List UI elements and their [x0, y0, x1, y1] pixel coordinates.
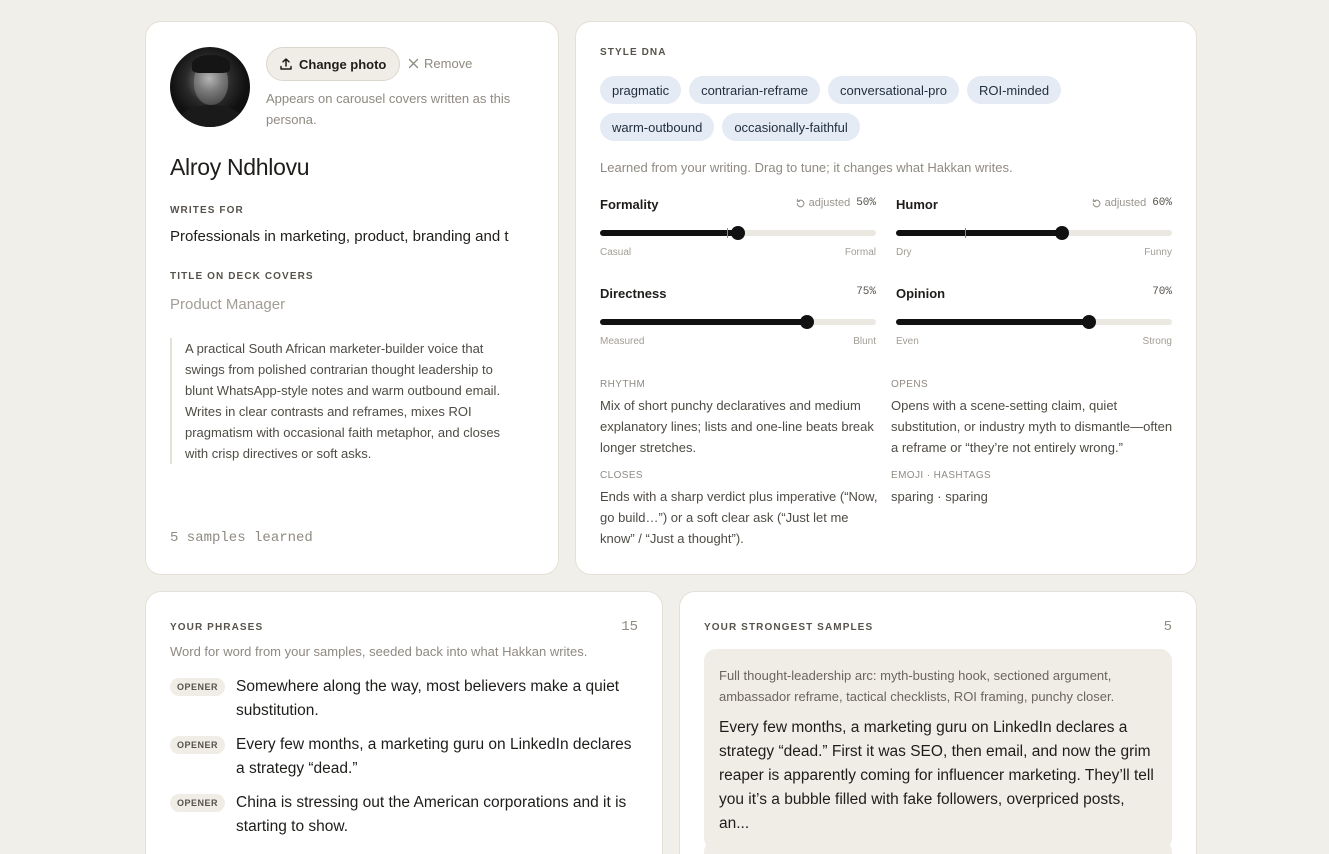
remove-photo-label: Remove: [424, 56, 473, 71]
slider-directness: [600, 286, 876, 356]
strongest-samples-card: [679, 591, 1197, 854]
your-phrases-label: YOUR PHRASES: [170, 622, 264, 633]
writes-for-input[interactable]: Professionals in marketing, product, branding and t: [170, 228, 509, 245]
humor-slider-track[interactable]: [896, 230, 1172, 236]
trait-text: Ends with a sharp verdict plus imperative (“Now, go build…”) or a soft clear ask (“Just let me know” / “Just a thought”).: [600, 489, 878, 546]
phrase-list: [170, 675, 640, 849]
style-chips: [600, 76, 1120, 141]
slider-title: Directness: [600, 286, 667, 301]
writes-for-label: WRITES FOR: [170, 205, 244, 216]
trait-label: EMOJI · HASHTAGS: [891, 470, 992, 481]
slider-value: 75%: [856, 286, 876, 298]
slider-humor: [896, 197, 1172, 267]
slider-high-label: Funny: [1144, 247, 1172, 258]
directness-slider-track[interactable]: [600, 319, 876, 325]
style-chip[interactable]: warm-outbound: [600, 113, 714, 141]
trait-text: Opens with a scene-setting claim, quiet substitution, or industry myth to dismantle—often a reframe or “they’re not entirely wrong.”: [891, 398, 1173, 455]
slider-title: Formality: [600, 197, 659, 212]
phrases-hint: Word for word from your samples, seeded back into what Hakkan writes.: [170, 644, 588, 659]
list-item[interactable]: [170, 733, 640, 781]
samples-learned-count: 5 samples learned: [170, 530, 313, 546]
persona-profile-card: [145, 21, 559, 575]
formality-slider-track[interactable]: [600, 230, 876, 236]
trait-label: OPENS: [891, 379, 929, 390]
change-photo-button[interactable]: [266, 47, 400, 81]
phrase-tag: OPENER: [170, 736, 225, 754]
upload-icon: [279, 57, 293, 71]
slider-low-label: Casual: [600, 247, 632, 258]
phrase-tag: OPENER: [170, 794, 225, 812]
formality-slider-thumb[interactable]: [731, 226, 745, 240]
trait-label: RHYTHM: [600, 379, 646, 390]
slider-low-label: Dry: [896, 247, 912, 258]
slider-value: 70%: [1152, 286, 1172, 298]
phrase-tag: OPENER: [170, 678, 225, 696]
title-on-deck-covers-input[interactable]: Product Manager: [170, 296, 286, 313]
persona-bio[interactable]: A practical South African marketer-builder voice that swings from polished contrarian thought leadership to blunt WhatsApp-style notes and warm outbound email. Writes in clear contrasts and reframes, mixes ROI pragmatism with occasional faith metaphor, and closes with crisp directives or soft asks.: [170, 338, 522, 464]
trait-text: sparing · sparing: [891, 489, 988, 504]
samples-count: 5: [1163, 619, 1172, 635]
change-photo-label: Change photo: [299, 56, 387, 72]
trait-opens: [891, 379, 1176, 458]
style-chip[interactable]: contrarian-reframe: [689, 76, 820, 104]
style-chip[interactable]: conversational-pro: [828, 76, 959, 104]
slider-low-label: Even: [896, 336, 919, 347]
opinion-slider-track[interactable]: [896, 319, 1172, 325]
slider-high-label: Blunt: [853, 336, 876, 347]
persona-name[interactable]: Alroy Ndhlovu: [170, 154, 310, 180]
directness-slider-thumb[interactable]: [800, 315, 814, 329]
slider-title: Opinion: [896, 286, 946, 301]
reset-adjustment-button[interactable]: adjusted: [795, 197, 851, 209]
trait-text: Mix of short punchy declaratives and medium explanatory lines; lists and one-line beats break longer stretches.: [600, 398, 874, 455]
slider-low-label: Measured: [600, 336, 645, 347]
slider-value: 60%: [1152, 197, 1172, 209]
strongest-samples-label: YOUR STRONGEST SAMPLES: [704, 622, 874, 633]
trait-emoji-hashtags: [891, 470, 1176, 507]
humor-slider-thumb[interactable]: [1055, 226, 1069, 240]
slider-title: Humor: [896, 197, 938, 212]
title-on-deck-covers-label: TITLE ON DECK COVERS: [170, 271, 314, 282]
trait-label: CLOSES: [600, 470, 643, 481]
opinion-slider-thumb[interactable]: [1082, 315, 1096, 329]
phrase-text: Somewhere along the way, most believers make a quiet substitution.: [236, 678, 620, 719]
slider-value: 50%: [856, 197, 876, 209]
phrase-text: Every few months, a marketing guru on LinkedIn declares a strategy “dead.”: [236, 736, 632, 777]
list-item[interactable]: [170, 791, 640, 839]
trait-closes: [600, 470, 885, 549]
close-icon: [408, 58, 419, 69]
style-dna-hint: Learned from your writing. Drag to tune; it changes what Hakkan writes.: [600, 160, 1013, 175]
sample-body: Every few months, a marketing guru on LinkedIn declares a strategy “dead.” First it was SEO, then email, and now the grim reaper is apparently coming for influencer marketing. They’ll tell you it’s a bubble filled with fake followers, overpriced posts, an...: [719, 719, 1154, 832]
remove-photo-button[interactable]: [408, 56, 472, 71]
sample-card[interactable]: [704, 649, 1172, 850]
reset-icon: [795, 198, 806, 209]
slider-formality: [600, 197, 876, 267]
photo-hint: Appears on carousel covers written as this persona.: [266, 91, 511, 127]
style-chip[interactable]: pragmatic: [600, 76, 681, 104]
slider-opinion: [896, 286, 1172, 356]
phrase-text: China is stressing out the American corporations and it is starting to show.: [236, 794, 627, 835]
your-phrases-card: [145, 591, 663, 854]
reset-icon: [1091, 198, 1102, 209]
sample-description: Full thought-leadership arc: myth-busting hook, sectioned argument, ambassador reframe, tactical checklists, ROI framing, punchy closer.: [719, 668, 1115, 704]
phrases-count: 15: [621, 619, 638, 635]
style-dna-label: STYLE DNA: [600, 47, 667, 58]
reset-adjustment-button[interactable]: adjusted: [1091, 197, 1147, 209]
slider-high-label: Formal: [844, 247, 876, 258]
slider-high-label: Strong: [1142, 336, 1172, 347]
avatar: [170, 47, 250, 127]
style-dna-card: [575, 21, 1197, 575]
list-item[interactable]: [170, 675, 640, 723]
style-chip[interactable]: ROI-minded: [967, 76, 1061, 104]
style-chip[interactable]: occasionally-faithful: [722, 113, 859, 141]
trait-rhythm: [600, 379, 885, 458]
sample-card[interactable]: [704, 840, 1172, 854]
